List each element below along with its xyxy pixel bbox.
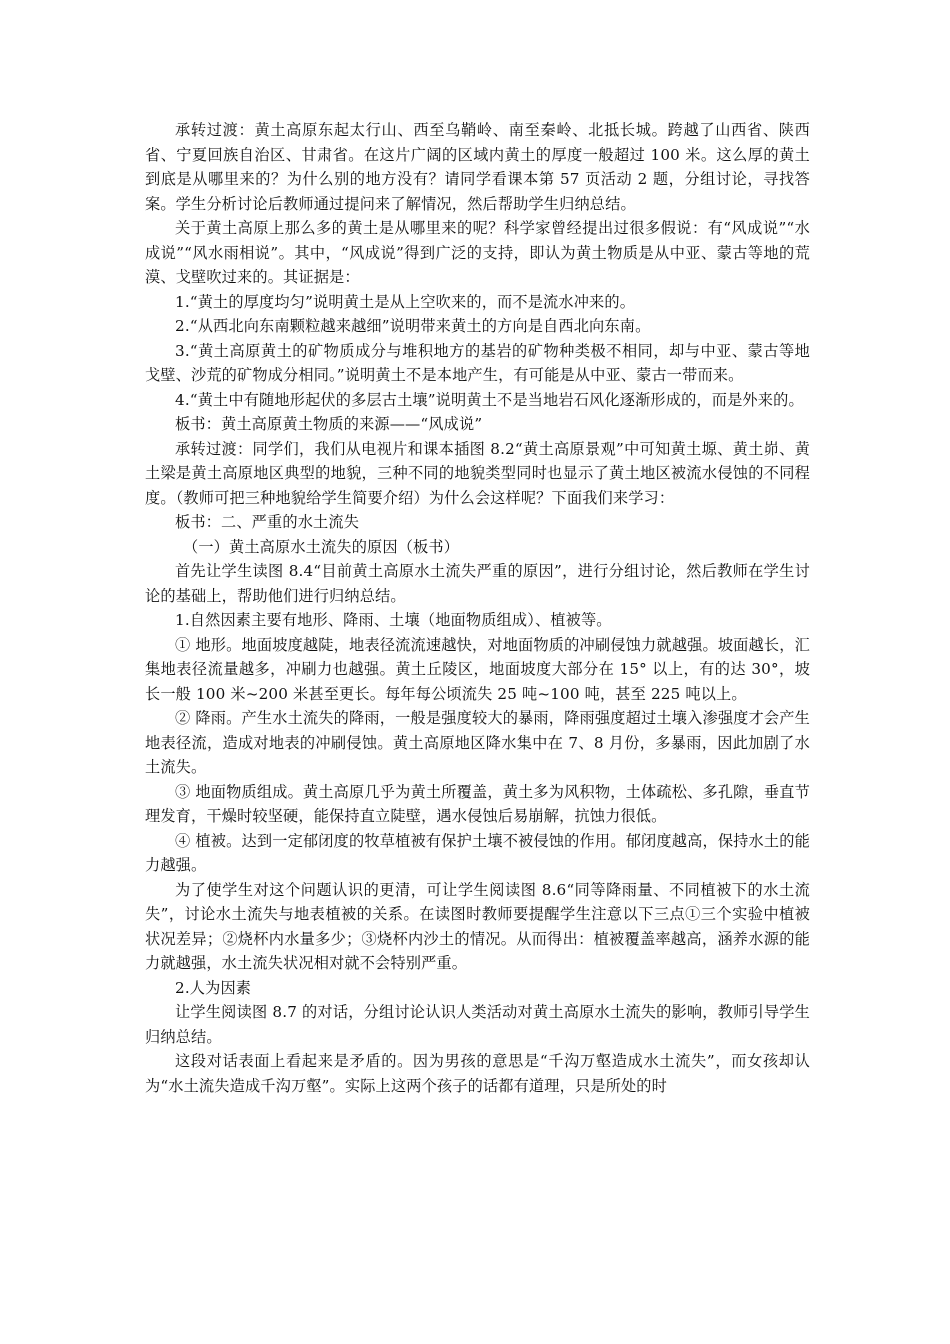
- paragraph-figure-8-6: 为了使学生对这个问题认识的更清，可让学生阅读图 8.6“同等降雨量、不同植被下的水土流失”，讨论水土流失与地表植被的关系。在读图时教师要提醒学生注意以下三点①三个实验中植被状况差异；②烧杯内水量多少；③烧杯内沙土的情况。从而得出：植被覆盖率越高，涵养水源的能力就越强，水土流失状况相对就不会特别严重。: [145, 880, 810, 972]
- paragraph-evidence-1: 1.“黄土的厚度均匀”说明黄土是从上空吹来的，而不是流水冲来的。: [175, 292, 636, 311]
- paragraph-evidence-3: 3.“黄土高原黄土的矿物质成分与堆积地方的基岩的矿物种类极不相同，却与中亚、蒙古等地戈壁、沙荒的矿物成分相同。”说明黄土不是本地产生，有可能是从中亚、蒙古一带而来。: [145, 341, 810, 384]
- paragraph-read-figure-8-4: 首先让学生读图 8.4“目前黄土高原水土流失严重的原因”，进行分组讨论，然后教师在学生讨论的基础上，帮助他们进行归纳总结。: [145, 562, 810, 605]
- paragraph-evidence-4: 4.“黄土中有随地形起伏的多层古土壤”说明黄土不是当地岩石风化逐渐形成的，而是外来的。: [175, 390, 804, 409]
- paragraph-transition-landforms: 承转过渡：同学们，我们从电视片和课本插图 8.2“黄土高原景观”中可知黄土塬、黄土峁、黄土梁是黄土高原地区典型的地貌，三种不同的地貌类型同时也显示了黄土地区被流水侵蚀的不同程度。（教师可把三种地貌给学生简要介绍）为什么会这样呢？下面我们来学习：: [145, 439, 810, 507]
- paragraph-vegetation: ④ 植被。达到一定郁闭度的牧草植被有保护土壤不被侵蚀的作用。郁闭度越高，保持水土的能力越强。: [145, 831, 810, 874]
- paragraph-terrain: ① 地形。地面坡度越陡，地表径流流速越快，对地面物质的冲刷侵蚀力就越强。坡面越长，汇集地表径流量越多，冲刷力也越强。黄土丘陵区，地面坡度大部分在 15° 以上，有的达 30°，坡长一般 100 米~200 米甚至更长。每年每公顷流失 25 吨~100 吨，甚至 225 吨以上。: [145, 635, 810, 703]
- paragraph-board-note-erosion: 板书：二、严重的水土流失: [175, 513, 360, 531]
- document-page: [145, 118, 810, 1098]
- paragraph-rainfall: ② 降雨。产生水土流失的降雨，一般是强度较大的暴雨，降雨强度超过土壤入渗强度才会产生地表径流，造成对地表的冲刷侵蚀。黄土高原地区降水集中在 7、8 月份，多暴雨，因此加剧了水土流失。: [145, 709, 810, 776]
- paragraph-transition-intro: 承转过渡：黄土高原东起太行山、西至乌鞘岭、南至秦岭、北抵长城。跨越了山西省、陕西省、宁夏回族自治区、甘肃省。在这片广阔的区域内黄土的厚度一般超过 100 米。这么厚的黄土到底是从哪里来的？为什么别的地方没有？请同学看课本第 57 页活动 2 题，分组讨论，寻找答案。学生分析讨论后教师通过提问来了解情况，然后帮助学生归纳总结。: [145, 121, 810, 213]
- paragraph-evidence-2: 2.“从西北向东南颗粒越来越细”说明带来黄土的方向是自西北向东南。: [175, 317, 651, 335]
- paragraph-board-note-wind: 板书：黄土高原黄土物质的来源——“风成说”: [175, 415, 483, 433]
- paragraph-human-factors: 2.人为因素: [175, 978, 252, 997]
- paragraph-loess-origin: 关于黄土高原上那么多的黄土是从哪里来的呢？科学家曾经提出过很多假说：有“风成说”“水成说”“风水雨相说”。其中，“风成说”得到广泛的支持，即认为黄土物质是从中亚、蒙古等地的荒漠、戈壁吹过来的。其证据是：: [145, 219, 810, 286]
- paragraph-figure-8-7: 让学生阅读图 8.7 的对话，分组讨论认识人类活动对黄土高原水土流失的影响，教师引导学生归纳总结。: [145, 1003, 810, 1046]
- paragraph-section-causes: （一）黄土高原水土流失的原因（板书）: [183, 537, 460, 556]
- paragraph-dialogue-analysis: 这段对话表面上看起来是矛盾的。因为男孩的意思是“千沟万壑造成水土流失”，而女孩却认为“水土流失造成千沟万壑”。实际上这两个孩子的话都有道理，只是所处的时: [145, 1052, 810, 1095]
- paragraph-ground-material: ③ 地面物质组成。黄土高原几乎为黄土所覆盖，黄土多为风积物，土体疏松、多孔隙，垂直节理发育，干燥时较坚硬，能保持直立陡壁，遇水侵蚀后易崩解，抗蚀力很低。: [145, 782, 810, 825]
- paragraph-natural-factors: 1.自然因素主要有地形、降雨、土壤（地面物质组成）、植被等。: [175, 611, 612, 629]
